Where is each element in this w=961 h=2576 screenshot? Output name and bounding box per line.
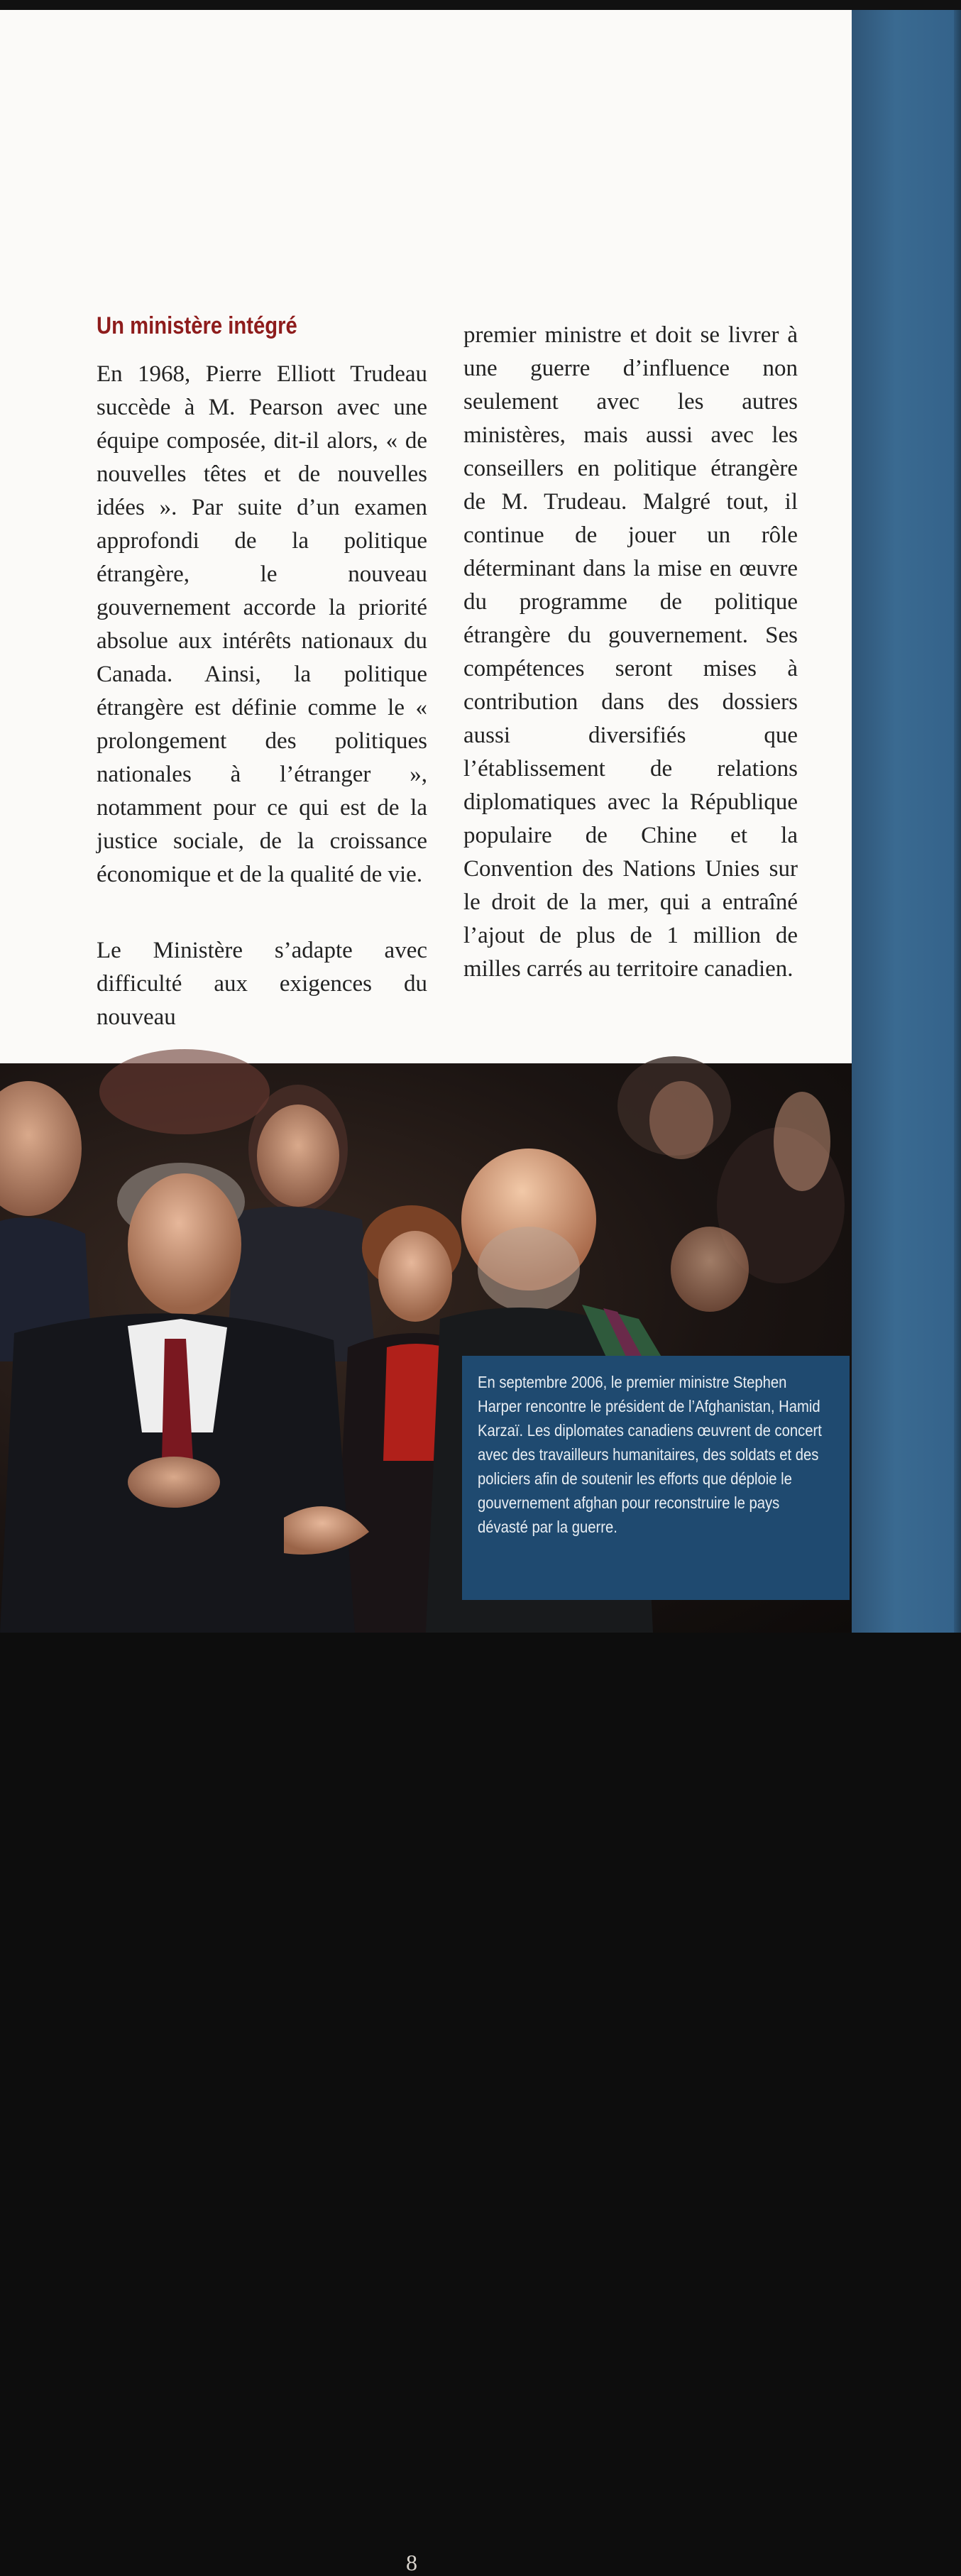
page-top-edge (0, 0, 961, 10)
body-paragraph-2: Le Ministère s’adapte avec difficulté aux exigences du nouveau (97, 938, 427, 1030)
section-heading: Un ministère intégré (97, 312, 297, 339)
photo-caption-box (462, 1356, 850, 1600)
page-number: 8 (406, 2550, 417, 2575)
body-paragraph-3: premier ministre et doit se livrer à une guerre d’influence non seulement avec les autres ministères, mais aussi avec les conseillers en politique étrangère de M. Trudeau. Malgré tout, il continue de jouer un rôle déterminant dans la mise en œuvre du programme de politique étrangère du gouvernement. Ses compétences seront mises à contribution dans des dossiers aussi diversifiés que l’établissement de relations diplomatiques avec la République populaire de Chine et la Convention des Nations Unies sur le droit de la mer, qui a entraîné l’ajout de plus de 1 million de milles carrés au territoire canadien. (463, 322, 798, 982)
binding-spine (954, 10, 961, 1633)
blue-side-band (852, 10, 961, 1633)
body-paragraph-1: En 1968, Pierre Elliott Trudeau succède à M. Pearson avec une équipe composée, dit-il alors, « de nouvelles têtes et de nouvelles idées ». Par suite d’un examen approfondi de la politique étrangère, le nouveau gouvernement accorde la priorité absolue aux intérêts nationaux du Canada. Ainsi, la politique étrangère est définie comme le « prolongement des politiques nationales à l’étranger », notamment pour ce qui est de la justice sociale, de la croissance économique et de la qualité de vie. (97, 361, 427, 887)
photo-caption: En septembre 2006, le premier ministre Stephen Harper rencontre le président de l’Afghanistan, Hamid Karzaï. Les diplomates canadiens œuvrent de concert avec des travailleurs humanitaires, des soldats et des policiers afin de soutenir les efforts que déploie le gouvernement afghan pour reconstruire le pays dévasté par la guerre. (478, 1373, 822, 1536)
